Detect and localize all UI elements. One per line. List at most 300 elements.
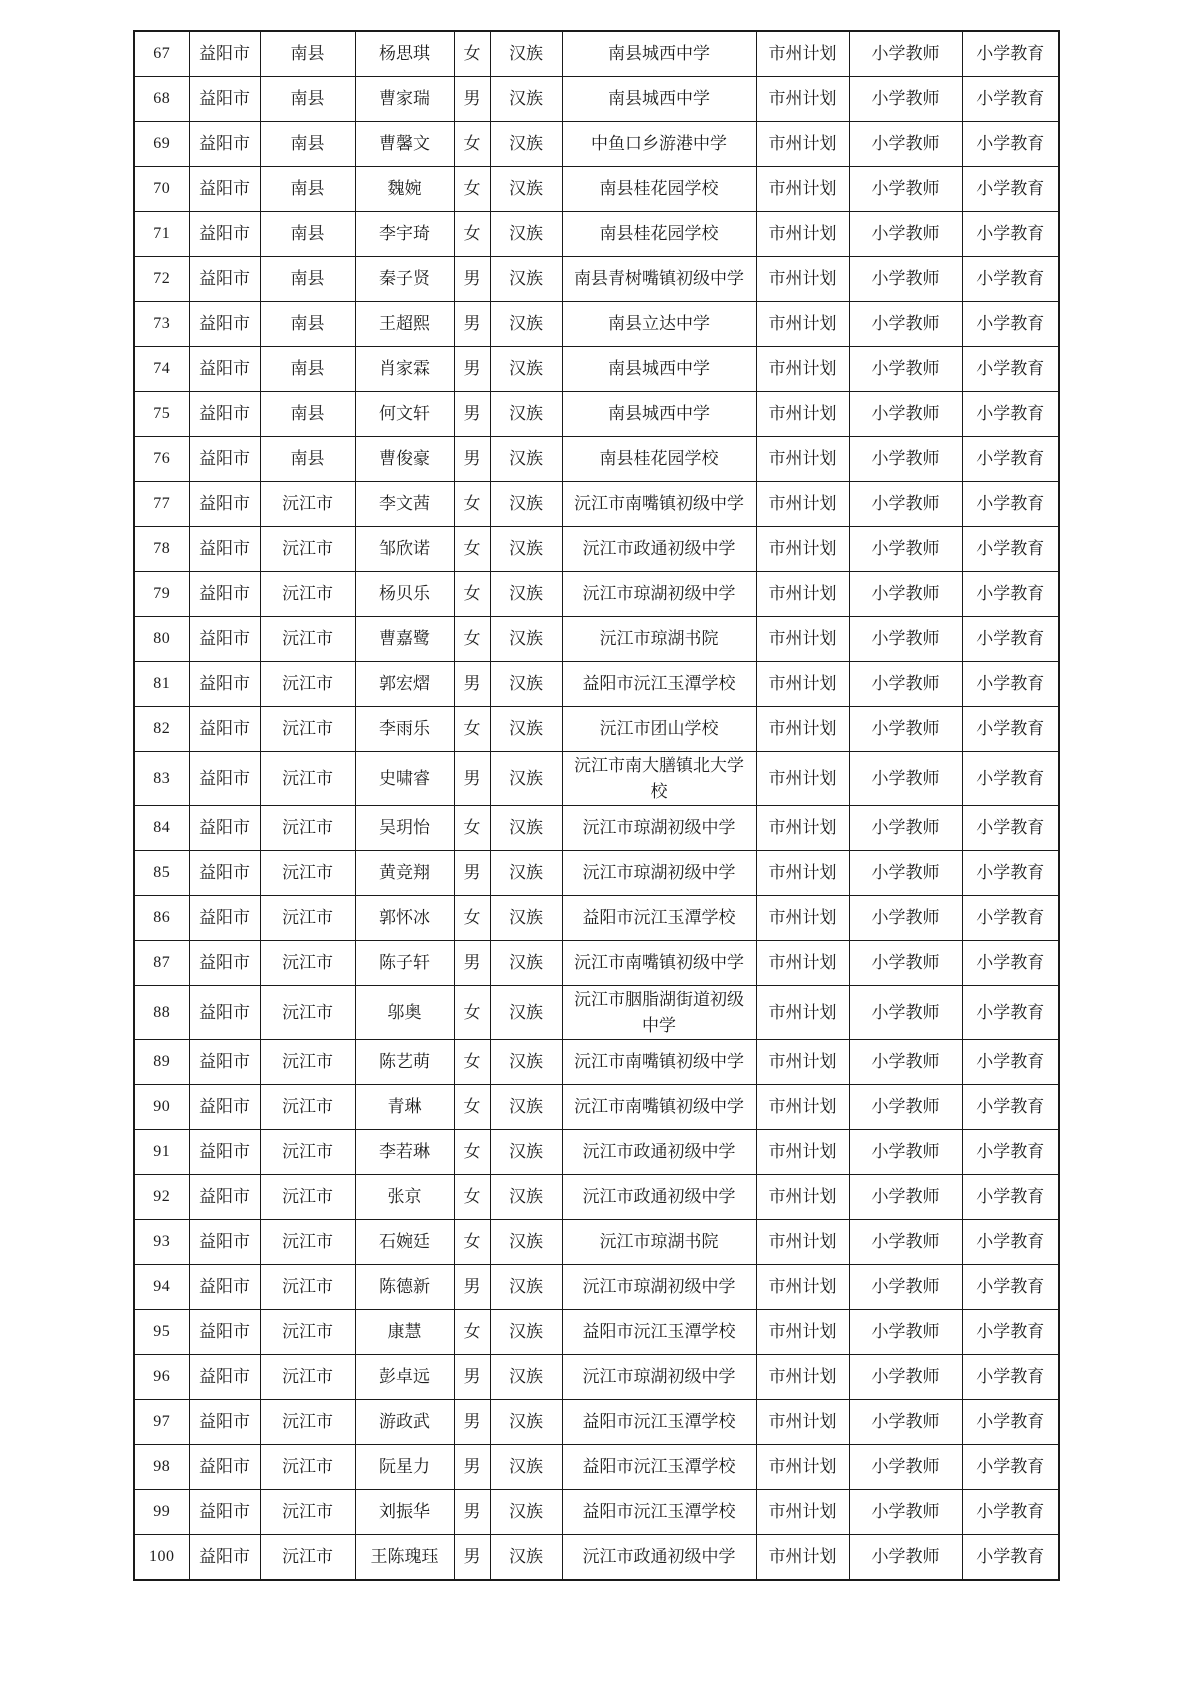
cell-city: 益阳市 — [189, 1130, 260, 1175]
cell-city: 益阳市 — [189, 1085, 260, 1130]
cell-school: 沅江市琼湖初级中学 — [562, 1355, 756, 1400]
cell-ethnicity: 汉族 — [490, 1535, 562, 1581]
cell-name: 康慧 — [355, 1310, 454, 1355]
cell-index: 67 — [134, 31, 189, 77]
cell-school: 益阳市沅江玉潭学校 — [562, 662, 756, 707]
cell-plan: 市州计划 — [756, 257, 849, 302]
cell-position: 小学教师 — [849, 941, 962, 986]
cell-index: 68 — [134, 77, 189, 122]
cell-index: 76 — [134, 437, 189, 482]
cell-gender: 女 — [454, 1040, 490, 1085]
cell-school: 中鱼口乡游港中学 — [562, 122, 756, 167]
cell-county: 沅江市 — [260, 1445, 355, 1490]
cell-education: 小学教育 — [962, 392, 1059, 437]
cell-position: 小学教师 — [849, 482, 962, 527]
cell-name: 吴玥怡 — [355, 806, 454, 851]
cell-gender: 女 — [454, 167, 490, 212]
cell-city: 益阳市 — [189, 662, 260, 707]
cell-index: 92 — [134, 1175, 189, 1220]
cell-name: 曹馨文 — [355, 122, 454, 167]
cell-school: 沅江市琼湖初级中学 — [562, 572, 756, 617]
table-row — [134, 896, 1059, 941]
cell-plan: 市州计划 — [756, 527, 849, 572]
cell-city: 益阳市 — [189, 482, 260, 527]
cell-plan: 市州计划 — [756, 986, 849, 1040]
table-row — [134, 1445, 1059, 1490]
cell-education: 小学教育 — [962, 896, 1059, 941]
cell-education: 小学教育 — [962, 77, 1059, 122]
cell-education: 小学教育 — [962, 1310, 1059, 1355]
cell-position: 小学教师 — [849, 1220, 962, 1265]
cell-plan: 市州计划 — [756, 806, 849, 851]
cell-city: 益阳市 — [189, 212, 260, 257]
cell-gender: 男 — [454, 302, 490, 347]
cell-position: 小学教师 — [849, 1130, 962, 1175]
cell-position: 小学教师 — [849, 1040, 962, 1085]
cell-county: 南县 — [260, 31, 355, 77]
cell-school: 南县城西中学 — [562, 77, 756, 122]
cell-name: 刘振华 — [355, 1490, 454, 1535]
roster-table — [133, 30, 1060, 1581]
cell-index: 77 — [134, 482, 189, 527]
cell-gender: 女 — [454, 1220, 490, 1265]
cell-school: 沅江市琼湖书院 — [562, 617, 756, 662]
cell-name: 曹嘉鹭 — [355, 617, 454, 662]
cell-index: 89 — [134, 1040, 189, 1085]
cell-gender: 女 — [454, 527, 490, 572]
cell-gender: 男 — [454, 77, 490, 122]
cell-education: 小学教育 — [962, 1355, 1059, 1400]
cell-index: 70 — [134, 167, 189, 212]
cell-position: 小学教师 — [849, 1535, 962, 1581]
cell-county: 沅江市 — [260, 851, 355, 896]
cell-index: 95 — [134, 1310, 189, 1355]
cell-county: 沅江市 — [260, 482, 355, 527]
cell-gender: 男 — [454, 257, 490, 302]
cell-school: 南县青树嘴镇初级中学 — [562, 257, 756, 302]
cell-position: 小学教师 — [849, 1355, 962, 1400]
cell-name: 石婉廷 — [355, 1220, 454, 1265]
cell-index: 83 — [134, 752, 189, 806]
cell-position: 小学教师 — [849, 1445, 962, 1490]
cell-index: 85 — [134, 851, 189, 896]
cell-position: 小学教师 — [849, 572, 962, 617]
cell-plan: 市州计划 — [756, 1310, 849, 1355]
cell-name: 黄竞翔 — [355, 851, 454, 896]
cell-county: 沅江市 — [260, 1400, 355, 1445]
cell-gender: 女 — [454, 212, 490, 257]
cell-county: 沅江市 — [260, 1040, 355, 1085]
cell-education: 小学教育 — [962, 941, 1059, 986]
cell-gender: 男 — [454, 1535, 490, 1581]
cell-position: 小学教师 — [849, 257, 962, 302]
cell-gender: 女 — [454, 31, 490, 77]
cell-school: 南县桂花园学校 — [562, 167, 756, 212]
cell-school: 沅江市琼湖初级中学 — [562, 851, 756, 896]
cell-education: 小学教育 — [962, 851, 1059, 896]
cell-plan: 市州计划 — [756, 31, 849, 77]
cell-ethnicity: 汉族 — [490, 707, 562, 752]
cell-city: 益阳市 — [189, 392, 260, 437]
cell-ethnicity: 汉族 — [490, 1175, 562, 1220]
cell-position: 小学教师 — [849, 527, 962, 572]
cell-education: 小学教育 — [962, 1220, 1059, 1265]
cell-education: 小学教育 — [962, 31, 1059, 77]
cell-position: 小学教师 — [849, 1490, 962, 1535]
cell-ethnicity: 汉族 — [490, 1445, 562, 1490]
cell-city: 益阳市 — [189, 1040, 260, 1085]
table-row — [134, 257, 1059, 302]
cell-plan: 市州计划 — [756, 707, 849, 752]
cell-plan: 市州计划 — [756, 1085, 849, 1130]
cell-ethnicity: 汉族 — [490, 1220, 562, 1265]
cell-city: 益阳市 — [189, 941, 260, 986]
cell-city: 益阳市 — [189, 752, 260, 806]
cell-education: 小学教育 — [962, 167, 1059, 212]
cell-ethnicity: 汉族 — [490, 1490, 562, 1535]
cell-education: 小学教育 — [962, 122, 1059, 167]
cell-ethnicity: 汉族 — [490, 347, 562, 392]
table-row — [134, 1490, 1059, 1535]
cell-gender: 女 — [454, 986, 490, 1040]
cell-city: 益阳市 — [189, 1265, 260, 1310]
cell-school: 沅江市琼湖初级中学 — [562, 1265, 756, 1310]
cell-plan: 市州计划 — [756, 572, 849, 617]
cell-city: 益阳市 — [189, 1400, 260, 1445]
cell-position: 小学教师 — [849, 31, 962, 77]
cell-county: 沅江市 — [260, 1535, 355, 1581]
cell-city: 益阳市 — [189, 1355, 260, 1400]
cell-city: 益阳市 — [189, 77, 260, 122]
cell-plan: 市州计划 — [756, 1355, 849, 1400]
table-row — [134, 1130, 1059, 1175]
cell-city: 益阳市 — [189, 851, 260, 896]
cell-gender: 男 — [454, 437, 490, 482]
cell-plan: 市州计划 — [756, 617, 849, 662]
table-row — [134, 167, 1059, 212]
cell-name: 郭宏熠 — [355, 662, 454, 707]
cell-name: 郭怀冰 — [355, 896, 454, 941]
table-row — [134, 1085, 1059, 1130]
cell-plan: 市州计划 — [756, 1220, 849, 1265]
cell-position: 小学教师 — [849, 77, 962, 122]
cell-school: 沅江市政通初级中学 — [562, 1130, 756, 1175]
cell-index: 97 — [134, 1400, 189, 1445]
cell-position: 小学教师 — [849, 302, 962, 347]
cell-name: 肖家霖 — [355, 347, 454, 392]
cell-gender: 女 — [454, 482, 490, 527]
cell-name: 陈子轩 — [355, 941, 454, 986]
cell-plan: 市州计划 — [756, 851, 849, 896]
table-row — [134, 1400, 1059, 1445]
cell-city: 益阳市 — [189, 1310, 260, 1355]
cell-name: 何文轩 — [355, 392, 454, 437]
cell-school: 南县城西中学 — [562, 392, 756, 437]
cell-school: 沅江市南嘴镇初级中学 — [562, 1040, 756, 1085]
cell-position: 小学教师 — [849, 1400, 962, 1445]
cell-name: 彭卓远 — [355, 1355, 454, 1400]
roster-body — [134, 31, 1059, 1580]
cell-city: 益阳市 — [189, 617, 260, 662]
cell-city: 益阳市 — [189, 1175, 260, 1220]
cell-position: 小学教师 — [849, 986, 962, 1040]
cell-plan: 市州计划 — [756, 482, 849, 527]
cell-education: 小学教育 — [962, 707, 1059, 752]
cell-name: 王陈瑰珏 — [355, 1535, 454, 1581]
cell-ethnicity: 汉族 — [490, 437, 562, 482]
cell-county: 南县 — [260, 122, 355, 167]
cell-plan: 市州计划 — [756, 941, 849, 986]
cell-index: 88 — [134, 986, 189, 1040]
cell-name: 王超熙 — [355, 302, 454, 347]
cell-ethnicity: 汉族 — [490, 527, 562, 572]
table-row — [134, 31, 1059, 77]
cell-plan: 市州计划 — [756, 662, 849, 707]
cell-county: 南县 — [260, 212, 355, 257]
cell-name: 杨思琪 — [355, 31, 454, 77]
cell-county: 南县 — [260, 392, 355, 437]
cell-index: 74 — [134, 347, 189, 392]
cell-city: 益阳市 — [189, 806, 260, 851]
cell-name: 邹欣诺 — [355, 527, 454, 572]
cell-gender: 男 — [454, 392, 490, 437]
cell-plan: 市州计划 — [756, 347, 849, 392]
cell-index: 100 — [134, 1535, 189, 1581]
cell-position: 小学教师 — [849, 122, 962, 167]
cell-ethnicity: 汉族 — [490, 851, 562, 896]
cell-school: 沅江市南嘴镇初级中学 — [562, 941, 756, 986]
cell-school: 沅江市南大膳镇北大学校 — [562, 752, 756, 806]
cell-name: 张京 — [355, 1175, 454, 1220]
cell-county: 沅江市 — [260, 1265, 355, 1310]
cell-gender: 男 — [454, 347, 490, 392]
cell-county: 沅江市 — [260, 527, 355, 572]
cell-county: 沅江市 — [260, 1490, 355, 1535]
cell-county: 沅江市 — [260, 1355, 355, 1400]
cell-county: 沅江市 — [260, 752, 355, 806]
cell-position: 小学教师 — [849, 617, 962, 662]
cell-index: 93 — [134, 1220, 189, 1265]
cell-school: 沅江市政通初级中学 — [562, 1535, 756, 1581]
cell-gender: 男 — [454, 752, 490, 806]
cell-ethnicity: 汉族 — [490, 122, 562, 167]
cell-index: 75 — [134, 392, 189, 437]
cell-county: 沅江市 — [260, 941, 355, 986]
cell-school: 南县桂花园学校 — [562, 437, 756, 482]
cell-county: 沅江市 — [260, 1310, 355, 1355]
cell-gender: 男 — [454, 941, 490, 986]
cell-education: 小学教育 — [962, 1445, 1059, 1490]
cell-ethnicity: 汉族 — [490, 1085, 562, 1130]
cell-school: 益阳市沅江玉潭学校 — [562, 1445, 756, 1490]
cell-index: 82 — [134, 707, 189, 752]
cell-education: 小学教育 — [962, 662, 1059, 707]
cell-city: 益阳市 — [189, 1490, 260, 1535]
cell-gender: 女 — [454, 896, 490, 941]
cell-plan: 市州计划 — [756, 437, 849, 482]
cell-school: 沅江市政通初级中学 — [562, 1175, 756, 1220]
cell-education: 小学教育 — [962, 1490, 1059, 1535]
cell-gender: 男 — [454, 1400, 490, 1445]
cell-education: 小学教育 — [962, 302, 1059, 347]
cell-name: 曹家瑞 — [355, 77, 454, 122]
cell-ethnicity: 汉族 — [490, 572, 562, 617]
cell-plan: 市州计划 — [756, 302, 849, 347]
cell-county: 南县 — [260, 167, 355, 212]
cell-ethnicity: 汉族 — [490, 806, 562, 851]
table-row — [134, 347, 1059, 392]
cell-ethnicity: 汉族 — [490, 1310, 562, 1355]
cell-city: 益阳市 — [189, 167, 260, 212]
cell-plan: 市州计划 — [756, 1490, 849, 1535]
cell-ethnicity: 汉族 — [490, 77, 562, 122]
cell-county: 沅江市 — [260, 662, 355, 707]
cell-school: 益阳市沅江玉潭学校 — [562, 1400, 756, 1445]
cell-index: 73 — [134, 302, 189, 347]
cell-education: 小学教育 — [962, 212, 1059, 257]
cell-gender: 女 — [454, 617, 490, 662]
cell-school: 南县桂花园学校 — [562, 212, 756, 257]
cell-county: 沅江市 — [260, 1220, 355, 1265]
cell-name: 魏婉 — [355, 167, 454, 212]
cell-index: 71 — [134, 212, 189, 257]
cell-index: 91 — [134, 1130, 189, 1175]
cell-city: 益阳市 — [189, 347, 260, 392]
cell-index: 72 — [134, 257, 189, 302]
cell-city: 益阳市 — [189, 572, 260, 617]
cell-education: 小学教育 — [962, 752, 1059, 806]
cell-school: 南县城西中学 — [562, 347, 756, 392]
cell-county: 南县 — [260, 437, 355, 482]
cell-education: 小学教育 — [962, 437, 1059, 482]
cell-education: 小学教育 — [962, 572, 1059, 617]
cell-city: 益阳市 — [189, 527, 260, 572]
table-row — [134, 1040, 1059, 1085]
cell-plan: 市州计划 — [756, 1535, 849, 1581]
cell-gender: 女 — [454, 572, 490, 617]
cell-name: 李若琳 — [355, 1130, 454, 1175]
table-row — [134, 707, 1059, 752]
cell-gender: 男 — [454, 1355, 490, 1400]
table-row — [134, 752, 1059, 806]
cell-position: 小学教师 — [849, 1175, 962, 1220]
cell-city: 益阳市 — [189, 986, 260, 1040]
table-row — [134, 482, 1059, 527]
cell-school: 益阳市沅江玉潭学校 — [562, 896, 756, 941]
cell-school: 沅江市南嘴镇初级中学 — [562, 482, 756, 527]
cell-index: 79 — [134, 572, 189, 617]
cell-index: 78 — [134, 527, 189, 572]
cell-name: 青琳 — [355, 1085, 454, 1130]
cell-plan: 市州计划 — [756, 752, 849, 806]
cell-education: 小学教育 — [962, 806, 1059, 851]
table-row — [134, 662, 1059, 707]
cell-ethnicity: 汉族 — [490, 257, 562, 302]
cell-education: 小学教育 — [962, 347, 1059, 392]
cell-ethnicity: 汉族 — [490, 31, 562, 77]
cell-position: 小学教师 — [849, 1085, 962, 1130]
cell-index: 87 — [134, 941, 189, 986]
table-row — [134, 527, 1059, 572]
cell-ethnicity: 汉族 — [490, 986, 562, 1040]
cell-education: 小学教育 — [962, 527, 1059, 572]
cell-name: 邬奥 — [355, 986, 454, 1040]
cell-county: 沅江市 — [260, 572, 355, 617]
cell-school: 沅江市琼湖书院 — [562, 1220, 756, 1265]
table-row — [134, 1265, 1059, 1310]
table-row — [134, 1175, 1059, 1220]
table-row — [134, 572, 1059, 617]
cell-city: 益阳市 — [189, 302, 260, 347]
cell-name: 李文茜 — [355, 482, 454, 527]
cell-city: 益阳市 — [189, 1535, 260, 1581]
cell-gender: 男 — [454, 851, 490, 896]
cell-name: 秦子贤 — [355, 257, 454, 302]
cell-education: 小学教育 — [962, 1400, 1059, 1445]
cell-index: 69 — [134, 122, 189, 167]
cell-position: 小学教师 — [849, 347, 962, 392]
cell-name: 阮星力 — [355, 1445, 454, 1490]
cell-gender: 男 — [454, 1445, 490, 1490]
cell-ethnicity: 汉族 — [490, 896, 562, 941]
cell-plan: 市州计划 — [756, 122, 849, 167]
table-row — [134, 122, 1059, 167]
cell-county: 南县 — [260, 347, 355, 392]
table-row — [134, 986, 1059, 1040]
cell-school: 益阳市沅江玉潭学校 — [562, 1490, 756, 1535]
table-row — [134, 437, 1059, 482]
cell-ethnicity: 汉族 — [490, 1130, 562, 1175]
cell-position: 小学教师 — [849, 437, 962, 482]
cell-gender: 女 — [454, 1130, 490, 1175]
cell-city: 益阳市 — [189, 1220, 260, 1265]
cell-county: 沅江市 — [260, 707, 355, 752]
cell-county: 沅江市 — [260, 1175, 355, 1220]
cell-plan: 市州计划 — [756, 1445, 849, 1490]
cell-school: 沅江市团山学校 — [562, 707, 756, 752]
cell-school: 南县立达中学 — [562, 302, 756, 347]
cell-county: 沅江市 — [260, 986, 355, 1040]
cell-city: 益阳市 — [189, 1445, 260, 1490]
cell-position: 小学教师 — [849, 752, 962, 806]
cell-county: 沅江市 — [260, 806, 355, 851]
cell-name: 陈艺萌 — [355, 1040, 454, 1085]
table-row — [134, 851, 1059, 896]
cell-name: 杨贝乐 — [355, 572, 454, 617]
cell-ethnicity: 汉族 — [490, 941, 562, 986]
cell-education: 小学教育 — [962, 1175, 1059, 1220]
cell-position: 小学教师 — [849, 1310, 962, 1355]
cell-position: 小学教师 — [849, 707, 962, 752]
table-row — [134, 1535, 1059, 1581]
cell-name: 李雨乐 — [355, 707, 454, 752]
cell-city: 益阳市 — [189, 437, 260, 482]
cell-ethnicity: 汉族 — [490, 1355, 562, 1400]
cell-city: 益阳市 — [189, 896, 260, 941]
cell-plan: 市州计划 — [756, 392, 849, 437]
cell-county: 沅江市 — [260, 1085, 355, 1130]
cell-name: 陈德新 — [355, 1265, 454, 1310]
cell-education: 小学教育 — [962, 482, 1059, 527]
cell-index: 86 — [134, 896, 189, 941]
cell-plan: 市州计划 — [756, 77, 849, 122]
cell-ethnicity: 汉族 — [490, 212, 562, 257]
cell-school: 沅江市琼湖初级中学 — [562, 806, 756, 851]
table-row — [134, 77, 1059, 122]
cell-gender: 男 — [454, 1490, 490, 1535]
cell-ethnicity: 汉族 — [490, 1265, 562, 1310]
cell-school: 益阳市沅江玉潭学校 — [562, 1310, 756, 1355]
